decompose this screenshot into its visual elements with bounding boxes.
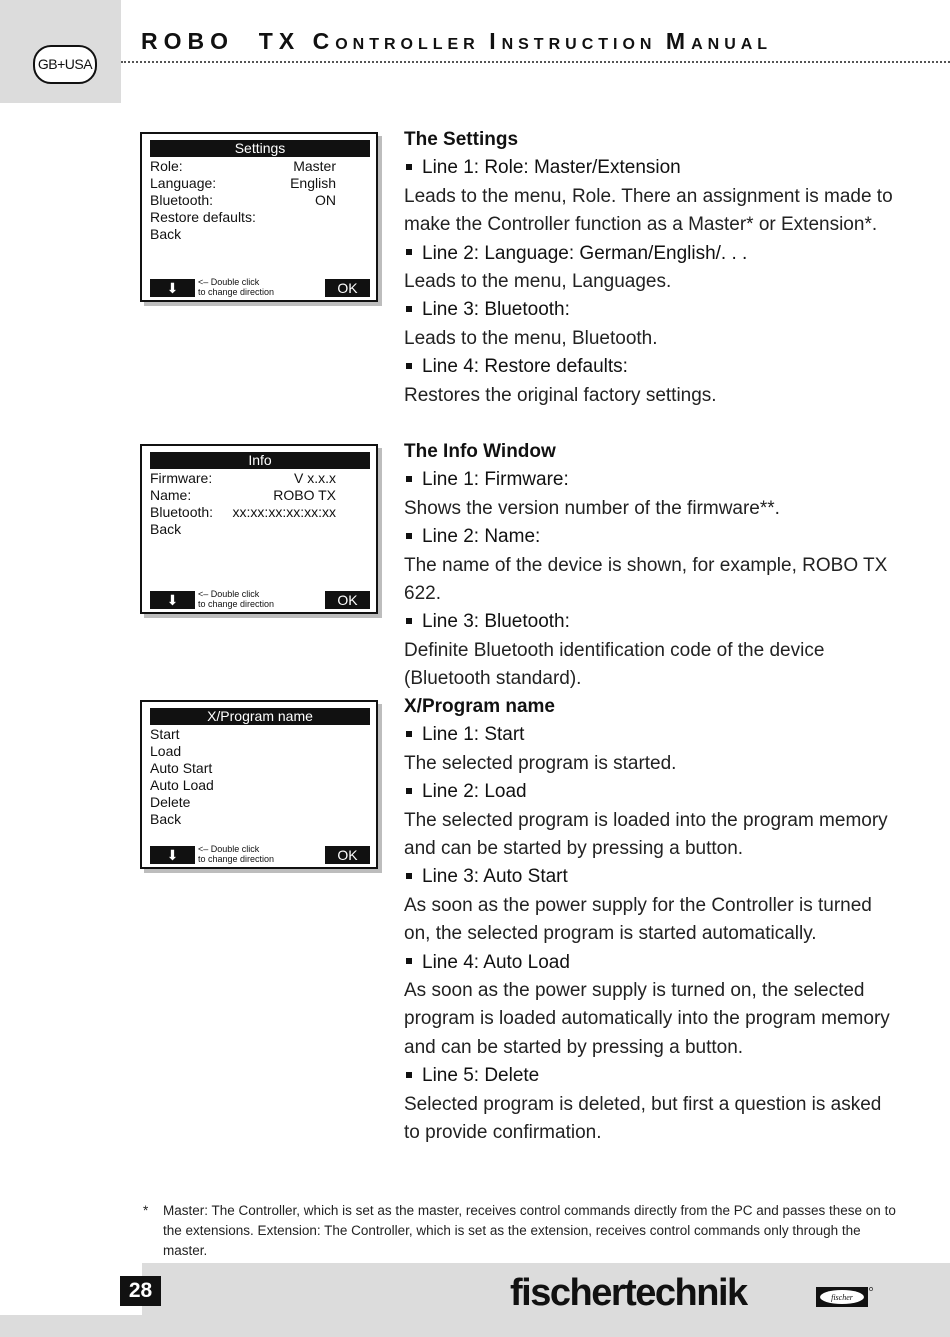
footnote: * Master: The Controller, which is set as the master, receives control commands directly from the PC and passes these on to the extensions. Extension: The Controller, which is set as the extension, receives control commands only through the master. (143, 1203, 896, 1258)
body-text: Leads to the menu, Bluetooth. (404, 327, 658, 349)
header-title-ontroller: ONTROLLER (335, 36, 490, 53)
bullet-line: Line 3: Auto Start (404, 863, 894, 891)
ok-button[interactable]: OK (325, 591, 370, 609)
bullet-square-icon (406, 533, 412, 539)
lcd-row: Bluetooth: ON (150, 192, 336, 208)
lcd-footer (150, 279, 370, 297)
bullet-line: Line 2: Name: (404, 523, 894, 551)
double-click-hint: <– Double click to change direction (198, 844, 275, 864)
bullet-line: Line 1: Role: Master/Extension (404, 154, 894, 182)
down-arrow-icon[interactable]: ⬇ (150, 846, 195, 864)
lcd-footer (150, 591, 370, 609)
body-text: Leads to the menu, Role. There an assignment is made to make the Controller function as a Master* or Extension*. (404, 185, 893, 236)
ok-button[interactable]: OK (325, 846, 370, 864)
fischertechnik-logo: fischertechnik (510, 1272, 747, 1314)
lcd-row: Back (150, 811, 182, 827)
region-badge: GB+USA (33, 45, 97, 84)
lcd-title: Settings (150, 140, 370, 157)
lcd-row: Back (150, 226, 182, 242)
bullet-line: Line 4: Auto Load (404, 949, 894, 977)
bullet-square-icon (406, 164, 412, 170)
header-title-anual: ANUAL (691, 36, 773, 53)
header-dotted-rule (121, 61, 950, 63)
down-arrow-icon[interactable]: ⬇ (150, 591, 195, 609)
body-text: As soon as the power supply is turned on, the selected program is loaded automatically into the program memory and can be started by pressing a button. (404, 980, 890, 1058)
bullet-line: Line 1: Start (404, 721, 894, 749)
lcd-title: X/Program name (150, 708, 370, 725)
bullet-square-icon (406, 873, 412, 879)
lcd-program-screen (140, 700, 378, 869)
lcd-row: Restore defaults: (150, 209, 256, 225)
lcd-row: Role: Master (150, 158, 336, 174)
double-click-hint: <– Double click to change direction (198, 589, 275, 609)
lcd-row: Back (150, 521, 182, 537)
lcd-info-screen (140, 444, 378, 614)
lcd-settings-screen (140, 132, 378, 302)
body-text: Selected program is deleted, but first a question is asked to provide confirmation. (404, 1093, 882, 1144)
bullet-square-icon (406, 1072, 412, 1078)
body-text: Leads to the menu, Languages. (404, 271, 672, 293)
body-text: Shows the version number of the firmware**. (404, 497, 780, 519)
lcd-row: Language: English (150, 175, 336, 191)
lcd-row: Delete (150, 794, 191, 810)
header-title-c: C (312, 28, 336, 54)
bullet-line: Line 5: Delete (404, 1062, 894, 1090)
body-text: As soon as the power supply for the Controller is turned on, the selected program is started automatically. (404, 894, 872, 945)
header-title-nstruction: NSTRUCTION (501, 36, 666, 53)
lcd-title: Info (150, 452, 370, 469)
page-header-title (141, 28, 772, 55)
section-program (404, 693, 894, 1148)
lcd-row: Bluetooth: xx:xx:xx:xx:xx:xx (150, 504, 336, 520)
body-text: The selected program is started. (404, 752, 677, 774)
body-text: Definite Bluetooth identification code of the device (Bluetooth standard). (404, 639, 825, 690)
header-title-i: I (489, 28, 502, 54)
bullet-line: Line 2: Load (404, 778, 894, 806)
bullet-square-icon (406, 249, 412, 255)
lcd-row: Firmware: V x.x.x (150, 470, 336, 486)
bullet-line: Line 3: Bluetooth: (404, 296, 894, 324)
section-settings (404, 126, 894, 410)
section-heading: The Info Window (404, 441, 556, 462)
section-info (404, 438, 894, 694)
bullet-square-icon (406, 476, 412, 482)
header-title-m: M (665, 28, 692, 54)
bullet-line: Line 1: Firmware: (404, 466, 894, 494)
bullet-line: Line 3: Bluetooth: (404, 608, 894, 636)
section-heading: The Settings (404, 129, 519, 150)
lcd-row: Auto Start (150, 760, 213, 776)
ok-button[interactable]: OK (325, 279, 370, 297)
lcd-row: Auto Load (150, 777, 214, 793)
bullet-square-icon (406, 618, 412, 624)
page-number: 28 (120, 1276, 161, 1306)
bullet-square-icon (406, 958, 412, 964)
double-click-hint: <– Double click to change direction (198, 277, 275, 297)
body-text: Restores the original factory settings. (404, 384, 717, 406)
header-title-tx: TX (234, 28, 313, 54)
lcd-row: Name: ROBO TX (150, 487, 336, 503)
fish-logo-icon (815, 1285, 873, 1309)
section-heading: X/Program name (404, 696, 555, 717)
bullet-square-icon (406, 363, 412, 369)
lcd-footer (150, 846, 370, 864)
bullet-square-icon (406, 731, 412, 737)
lcd-row: Load (150, 743, 182, 759)
lcd-row: Start (150, 726, 180, 742)
fish-logo-text: fischer (831, 1293, 853, 1302)
registered-mark-icon (869, 1287, 872, 1290)
bullet-line: Line 4: Restore defaults: (404, 353, 894, 381)
body-text: The selected program is loaded into the program memory and can be started by pressing a button. (404, 809, 888, 860)
down-arrow-icon[interactable]: ⬇ (150, 279, 195, 297)
body-text: The name of the device is shown, for example, ROBO TX 622. (404, 554, 888, 605)
bullet-line: Line 2: Language: German/English/. . . (404, 240, 894, 268)
bullet-square-icon (406, 306, 412, 312)
bullet-square-icon (406, 788, 412, 794)
header-title-robo: ROBO (141, 28, 234, 54)
